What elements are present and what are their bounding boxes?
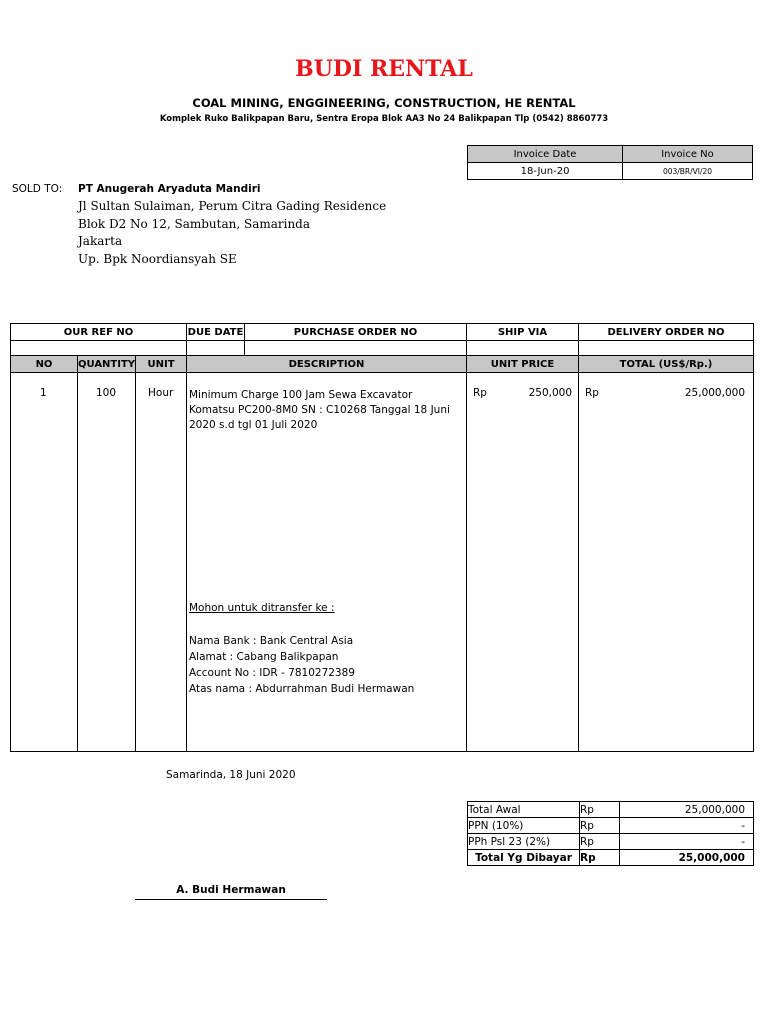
grand-total-label: Total Yg Dibayar xyxy=(468,850,580,866)
description-header: DESCRIPTION xyxy=(187,356,467,373)
items-table xyxy=(10,355,754,752)
customer-name: PT Anugerah Aryaduta Mandiri xyxy=(78,183,261,195)
company-address: Komplek Ruko Balikpapan Baru, Sentra Eropa Blok AA3 No 24 Balikpapan Tlp (0542) 8860773 xyxy=(159,114,609,124)
item-quantity-cell xyxy=(78,373,136,752)
due-date-header: DUE DATE xyxy=(187,324,245,341)
price-currency: Rp xyxy=(473,387,487,399)
delivery-order-cell xyxy=(579,341,754,356)
item-unit-price: 250,000 xyxy=(528,387,572,399)
company-tagline: COAL MINING, ENGGINEERING, CONSTRUCTION, HE RENTAL xyxy=(192,96,576,110)
purchase-order-cell xyxy=(245,341,467,356)
ppn-currency: Rp xyxy=(580,818,620,834)
purchase-order-header: PURCHASE ORDER NO xyxy=(245,324,467,341)
ppn-label: PPN (10%) xyxy=(468,818,580,834)
item-row xyxy=(11,373,754,752)
item-no-cell xyxy=(11,373,78,752)
unit-header: UNIT xyxy=(136,356,187,373)
no-header: NO xyxy=(11,356,78,373)
pph-value: - xyxy=(620,834,754,850)
our-ref-header: OUR REF NO xyxy=(11,324,187,341)
customer-address-line: Jl Sultan Sulaiman, Perum Citra Gading Residence xyxy=(78,199,387,213)
payment-branch: Alamat : Cabang Balikpapan xyxy=(189,651,339,663)
order-info-table xyxy=(10,323,754,356)
ship-via-cell xyxy=(467,341,579,356)
ship-via-header: SHIP VIA xyxy=(467,324,579,341)
payment-account: Account No : IDR - 7810272389 xyxy=(189,667,355,679)
item-description: Minimum Charge 100 Jam Sewa Excavator Komatsu PC200-8M0 SN : C10268 Tanggal 18 Juni 2020 s.d tgl 01 Juli 2020 xyxy=(189,389,450,431)
total-currency: Rp xyxy=(585,387,599,399)
pph-currency: Rp xyxy=(580,834,620,850)
item-no: 1 xyxy=(40,387,47,399)
total-awal-currency: Rp xyxy=(580,802,620,818)
total-awal-value: 25,000,000 xyxy=(620,802,754,818)
pph-label: PPh Psl 23 (2%) xyxy=(468,834,580,850)
total-header: TOTAL (US$/Rp.) xyxy=(579,356,754,373)
place-date: Samarinda, 18 Juni 2020 xyxy=(166,769,296,781)
customer-address-line: Up. Bpk Noordiansyah SE xyxy=(78,252,237,266)
payment-bank: Nama Bank : Bank Central Asia xyxy=(189,635,354,647)
totals-table xyxy=(467,801,754,866)
payment-heading: Mohon untuk ditransfer ke : xyxy=(189,602,335,614)
item-unit: Hour xyxy=(148,387,174,399)
item-description-cell xyxy=(187,373,467,752)
item-unit-price-cell xyxy=(467,373,579,752)
item-unit-cell xyxy=(136,373,187,752)
invoice-number: 003/BR/VI/20 xyxy=(623,163,753,180)
unit-price-header: UNIT PRICE xyxy=(467,356,579,373)
item-total-cell xyxy=(579,373,754,752)
grand-total-value: 25,000,000 xyxy=(620,850,754,866)
item-total: 25,000,000 xyxy=(684,387,745,399)
invoice-date-label: Invoice Date xyxy=(468,146,623,163)
sold-to-label: SOLD TO: xyxy=(12,183,63,195)
invoice-number-label: Invoice No xyxy=(623,146,753,163)
item-quantity: 100 xyxy=(96,387,117,399)
quantity-header: QUANTITY xyxy=(78,356,136,373)
signer-name: A. Budi Hermawan xyxy=(176,884,286,896)
total-awal-label: Total Awal xyxy=(468,802,580,818)
company-name: BUDI RENTAL xyxy=(295,56,473,82)
due-date-cell xyxy=(187,341,245,356)
customer-address-line: Jakarta xyxy=(78,234,123,248)
payment-holder: Atas nama : Abdurrahman Budi Hermawan xyxy=(189,683,415,695)
delivery-order-header: DELIVERY ORDER NO xyxy=(579,324,754,341)
grand-total-currency: Rp xyxy=(580,850,620,866)
our-ref-cell xyxy=(11,341,187,356)
invoice-date: 18-Jun-20 xyxy=(468,163,623,180)
invoice-meta-table xyxy=(467,145,753,180)
ppn-value: - xyxy=(620,818,754,834)
customer-address-line: Blok D2 No 12, Sambutan, Samarinda xyxy=(78,217,311,231)
signature-line xyxy=(135,899,327,900)
